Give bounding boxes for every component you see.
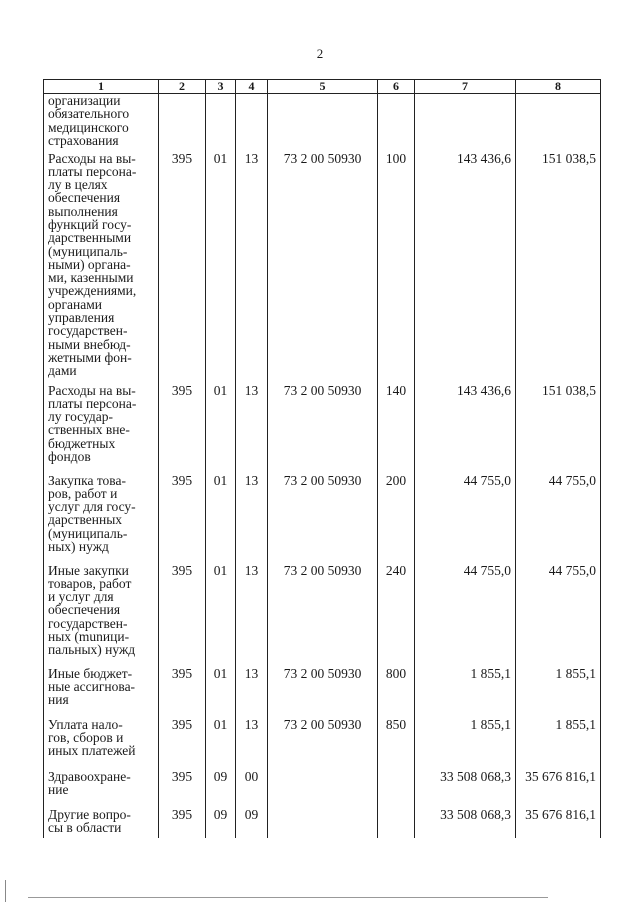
row-name-line: платы персона- — [48, 395, 137, 411]
row-type-cell — [378, 808, 415, 838]
row-amount-1-cell: 1 855,1 — [415, 718, 516, 770]
row-name-line: фондов — [48, 448, 91, 464]
row-name-line: (муниципаль- — [48, 243, 128, 259]
table-row — [44, 808, 601, 838]
row-name-line: дарственными — [48, 230, 132, 246]
row-target-cell — [268, 770, 378, 808]
row-name-line: иных платежей — [48, 743, 136, 759]
row-name-line: Расходы на вы- — [48, 150, 136, 166]
table-body — [44, 94, 601, 838]
row-amount-2-cell: 35 676 816,1 — [516, 808, 601, 838]
row-name-line: и услуг для — [48, 589, 114, 605]
row-target-cell: 73 2 00 50930 — [268, 718, 378, 770]
row-section-cell: 01 — [206, 564, 236, 667]
row-name-line: обеспечения — [48, 602, 121, 618]
row-name-line: медицинского — [48, 119, 129, 135]
row-name-line: (муниципаль- — [48, 525, 128, 541]
row-type-cell: 240 — [378, 564, 415, 667]
row-name-line: услуг для госу- — [48, 499, 136, 515]
row-name-line: государствен- — [48, 615, 128, 631]
row-name-line: органами — [48, 296, 103, 312]
row-amount-1-cell: 143 436,6 — [415, 152, 516, 384]
row-target-cell: 73 2 00 50930 — [268, 667, 378, 718]
row-section-cell: 01 — [206, 152, 236, 384]
row-subsection-cell: 00 — [236, 770, 268, 808]
row-name-line: выполнения — [48, 203, 118, 219]
row-name-line: ными) органа- — [48, 256, 131, 272]
row-code-cell: 395 — [159, 384, 206, 474]
row-name-line: Иные закупки — [48, 562, 129, 578]
row-type-cell: 850 — [378, 718, 415, 770]
row-code-cell: 395 — [159, 667, 206, 718]
row-subsection-cell: 13 — [236, 667, 268, 718]
row-name-line: бюджетных — [48, 435, 116, 451]
row-name-line: лу государ- — [48, 409, 113, 425]
row-subsection-cell: 09 — [236, 808, 268, 838]
row-target-cell: 73 2 00 50930 — [268, 564, 378, 667]
row-name-cell — [44, 808, 159, 838]
header-col-1: 1 — [44, 80, 159, 94]
row-name-cell — [44, 718, 159, 770]
header-col-8: 8 — [516, 80, 601, 94]
table-row — [44, 770, 601, 808]
row-name-cell — [44, 474, 159, 564]
table-row — [44, 718, 601, 770]
row-amount-1-cell: 33 508 068,3 — [415, 808, 516, 838]
row-amount-2-cell: 1 855,1 — [516, 667, 601, 718]
row-name-line: пальных) нужд — [48, 642, 136, 658]
row-section-cell: 01 — [206, 718, 236, 770]
table-header — [44, 80, 601, 94]
row-subsection-cell — [236, 94, 268, 152]
row-name-line: жетными фон- — [48, 349, 132, 365]
row-name-line: ные ассигнова- — [48, 678, 136, 694]
row-name-cell — [44, 564, 159, 667]
row-type-cell: 200 — [378, 474, 415, 564]
row-name-line: гов, сборов и — [48, 729, 124, 745]
row-type-cell — [378, 770, 415, 808]
row-section-cell: 01 — [206, 474, 236, 564]
row-name-cell — [44, 770, 159, 808]
row-code-cell: 395 — [159, 564, 206, 667]
row-code-cell: 395 — [159, 808, 206, 838]
row-name-line: ных (munици- — [48, 628, 130, 644]
row-amount-2-cell: 1 855,1 — [516, 718, 601, 770]
row-target-cell: 73 2 00 50930 — [268, 384, 378, 474]
row-name-line: учреждениями, — [48, 283, 137, 299]
bottom-scan-line — [28, 897, 548, 898]
row-name-line: сы в области — [48, 819, 122, 835]
row-name-line: лу в целях — [48, 177, 108, 193]
row-name-line: Другие вопро- — [48, 806, 131, 822]
row-name-line: обязательного — [48, 106, 130, 122]
row-name-line: ров, работ и — [48, 485, 118, 501]
row-amount-1-cell: 1 855,1 — [415, 667, 516, 718]
table-row — [44, 564, 601, 667]
row-target-cell: 73 2 00 50930 — [268, 474, 378, 564]
row-name-line: платы персона- — [48, 163, 137, 179]
table-row — [44, 152, 601, 384]
row-name-cell — [44, 152, 159, 384]
row-name-line: товаров, работ — [48, 575, 132, 591]
row-amount-2-cell: 44 755,0 — [516, 474, 601, 564]
row-name-cell — [44, 384, 159, 474]
table-row — [44, 94, 601, 152]
row-amount-2-cell: 151 038,5 — [516, 384, 601, 474]
row-name-line: ние — [48, 781, 69, 797]
row-amount-2-cell — [516, 94, 601, 152]
table-row — [44, 384, 601, 474]
row-name-line: ными внебюд- — [48, 336, 131, 352]
row-subsection-cell: 13 — [236, 152, 268, 384]
header-col-2: 2 — [159, 80, 206, 94]
header-col-3: 3 — [206, 80, 236, 94]
header-row — [44, 80, 601, 94]
row-subsection-cell: 13 — [236, 474, 268, 564]
row-target-cell — [268, 808, 378, 838]
row-name-line: функций госу- — [48, 216, 132, 232]
row-amount-2-cell: 44 755,0 — [516, 564, 601, 667]
header-col-6: 6 — [378, 80, 415, 94]
row-subsection-cell: 13 — [236, 564, 268, 667]
row-amount-2-cell: 35 676 816,1 — [516, 770, 601, 808]
left-scan-mark — [5, 880, 6, 902]
row-name-line: Уплата нало- — [48, 716, 123, 732]
row-amount-1-cell: 44 755,0 — [415, 474, 516, 564]
row-section-cell: 09 — [206, 808, 236, 838]
row-code-cell: 395 — [159, 152, 206, 384]
row-type-cell: 100 — [378, 152, 415, 384]
row-name-line: Расходы на вы- — [48, 382, 136, 398]
row-name-line: дами — [48, 363, 77, 379]
row-name-line: Иные бюджет- — [48, 665, 133, 681]
row-amount-1-cell: 33 508 068,3 — [415, 770, 516, 808]
table-row — [44, 474, 601, 564]
row-amount-1-cell: 143 436,6 — [415, 384, 516, 474]
header-col-5: 5 — [268, 80, 378, 94]
row-name-line: ственных вне- — [48, 422, 130, 438]
row-name-line: ных) нужд — [48, 538, 109, 554]
header-col-7: 7 — [415, 80, 516, 94]
row-name-line: ми, казенными — [48, 270, 134, 286]
row-name-line: организации — [48, 93, 121, 108]
row-target-cell: 73 2 00 50930 — [268, 152, 378, 384]
row-section-cell — [206, 94, 236, 152]
row-name-line: Закупка това- — [48, 472, 126, 488]
row-name-cell — [44, 94, 159, 152]
row-name-line: страхования — [48, 132, 119, 148]
header-col-4: 4 — [236, 80, 268, 94]
row-code-cell — [159, 94, 206, 152]
row-section-cell: 09 — [206, 770, 236, 808]
row-code-cell: 395 — [159, 474, 206, 564]
row-name-cell — [44, 667, 159, 718]
row-subsection-cell: 13 — [236, 384, 268, 474]
budget-table — [43, 79, 601, 838]
row-type-cell: 140 — [378, 384, 415, 474]
row-type-cell: 800 — [378, 667, 415, 718]
row-section-cell: 01 — [206, 667, 236, 718]
row-code-cell: 395 — [159, 770, 206, 808]
row-amount-1-cell — [415, 94, 516, 152]
row-type-cell — [378, 94, 415, 152]
row-name-line: государствен- — [48, 323, 128, 339]
row-section-cell: 01 — [206, 384, 236, 474]
page-number: 2 — [316, 46, 324, 61]
row-name-line: дарственных — [48, 512, 123, 528]
row-name-line: обеспечения — [48, 190, 121, 206]
table-row — [44, 667, 601, 718]
row-subsection-cell: 13 — [236, 718, 268, 770]
row-name-line: управления — [48, 310, 115, 326]
row-amount-2-cell: 151 038,5 — [516, 152, 601, 384]
row-amount-1-cell: 44 755,0 — [415, 564, 516, 667]
row-target-cell — [268, 94, 378, 152]
row-name-line: ния — [48, 692, 69, 708]
row-name-line: Здравоохране- — [48, 768, 131, 784]
row-code-cell: 395 — [159, 718, 206, 770]
